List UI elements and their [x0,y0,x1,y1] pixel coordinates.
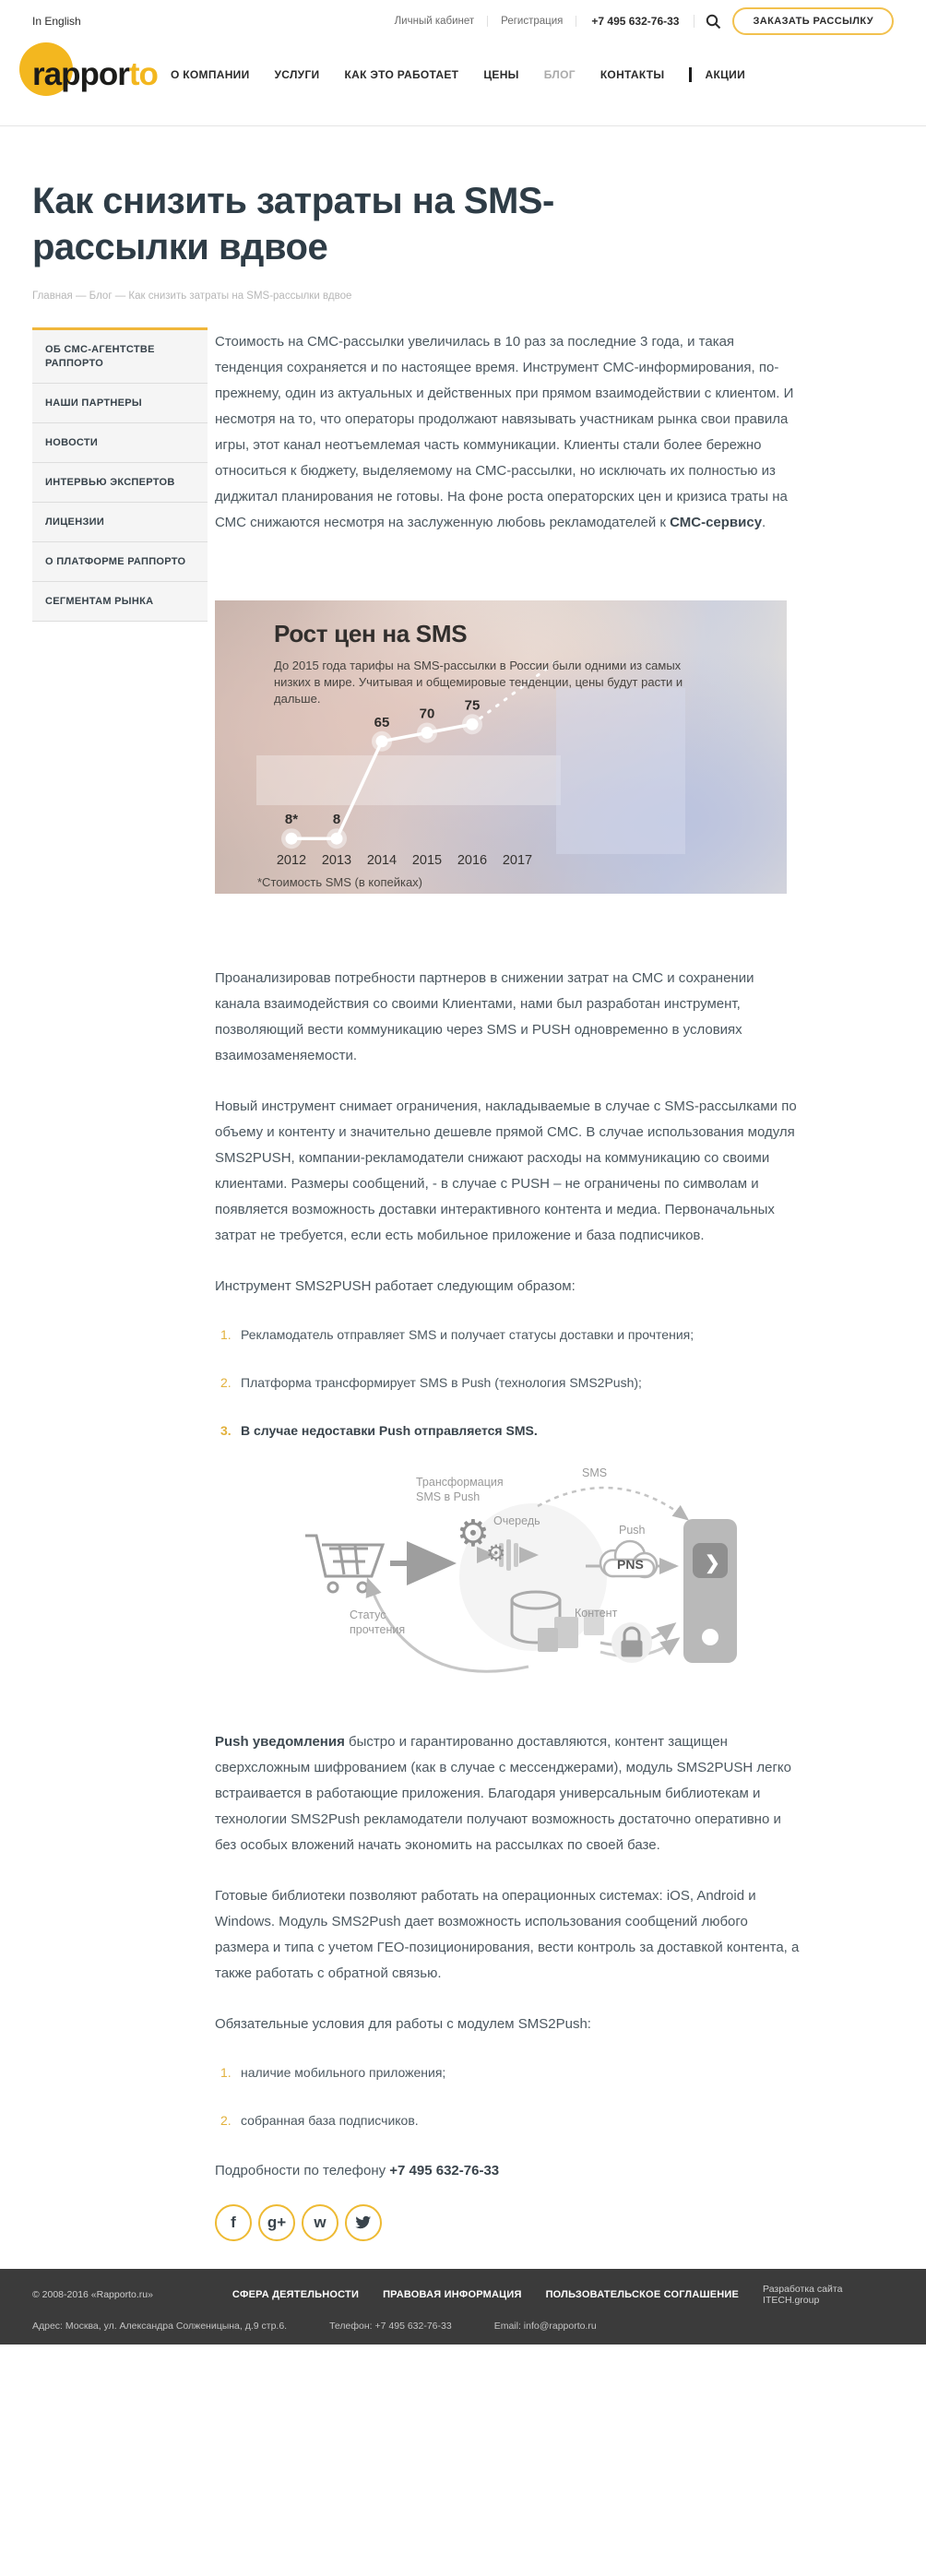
register-link[interactable]: Регистрация [488,16,576,27]
sms-price-chart-image [215,600,787,894]
bold-push-notifications: Push уведомления [215,1734,345,1750]
logo-text-black: rappor [32,56,129,92]
nav-prices[interactable]: ЦЕНЫ [483,68,519,81]
steps-intro: Инструмент SMS2PUSH работает следующим образом: [215,1278,576,1294]
svg-text:75: 75 [464,697,481,714]
bold-sms-service: СМС-сервису [670,515,763,530]
nav-blog-active[interactable]: БЛОГ [543,68,576,81]
condition-item-2: 2. собранная база подписчиков. [220,2113,419,2128]
nav-contacts[interactable]: КОНТАКТЫ [600,68,665,81]
topbar [0,0,926,37]
breadcrumb[interactable]: Главная — Блог — Как снизить затраты на SMS-рассылки вдвое [32,291,352,302]
sidebar-item-platform[interactable]: О ПЛАТФОРМЕ РАППОРТО [32,542,208,582]
vk-icon[interactable]: w [302,2204,338,2241]
svg-text:8: 8 [332,812,341,828]
page-title: Как снизить затраты на SMS-рассылки вдвое [32,181,554,267]
label-transformation: Трансформация SMS в Push [416,1476,504,1503]
footer-phone: Телефон: +7 495 632-76-33 [329,2321,452,2332]
article [215,327,802,2241]
nav-separator [689,67,692,82]
footer-link-legal[interactable]: ПРАВОВАЯ ИНФОРМАЦИЯ [383,2289,522,2300]
svg-text:2013: 2013 [321,853,352,868]
language-switch[interactable]: In English [32,15,81,28]
blog-sidebar [32,327,208,622]
label-queue: Очередь [493,1514,540,1527]
paragraph-intro: Стоимость на СМС-рассылки увеличилась в 10 раз за последние 3 года, и такая тенденция сохраняется и по настоящее время. Инструмент СМС-информирования, по-прежнему, один из актуальных и действенных при прямом взаимодействии с клиентом. И несмотря на то, что операторы продолжают навязывать участникам рынка свои правила игры, этот канал неотъемлемая часть коммуникации. Клиенты стали более бережно относиться к бюджету, выделяемому на СМС-рассылки, но исключать их полностью из диджитал планирования не готовы. На фоне роста операторских цен и кризиса траты на СМС снижаются несмотря на заслуженную любовь рекламодателей к СМС-сервису. [215,334,794,530]
svg-text:65: 65 [374,714,390,730]
rapporto-logo[interactable] [32,46,158,103]
phone-chevron-icon: ❯ [705,1553,720,1573]
sidebar-item-interviews[interactable]: ИНТЕРВЬЮ ЭКСПЕРТОВ [32,463,208,503]
chart-footnote: *Стоимость SMS (в копейках) [257,875,423,889]
footer-copyright: © 2008-2016 «Rapporto.ru» [32,2289,153,2300]
footer-email[interactable]: Email: info@rapporto.ru [493,2321,597,2332]
svg-text:70: 70 [419,706,435,722]
sidebar-item-market-segments[interactable]: СЕГМЕНТАМ РЫНКА [32,582,208,622]
gear-small-icon: ⚙ [486,1541,506,1566]
paragraph-libraries: Готовые библиотеки позволяют работать на операционных системах: iOS, Android и Windows. Модуль SMS2Push дает возможность использования сообщений любого размера и типа с учетом ГЕО-позиционирования, вести контроль за доставкой контента, а также работать с обратной связью. [215,1888,800,1981]
scheme-graphic [261,1471,741,1702]
steps-list [215,1322,802,1443]
chart-subtitle: До 2015 года тарифы на SMS-рассылки в России были одними из самых низких в мире. Учитывая и общемировые тенденции, цены будут расти и дальше. [274,659,683,706]
header-phone: +7 495 632-76-33 [576,15,694,28]
svg-text:2015: 2015 [411,853,443,868]
footer-address: Адрес: Москва, ул. Александра Солженицына, д.9 стр.6. [32,2321,288,2332]
sms2push-scheme-image [261,1466,741,1702]
footer-link-agreement[interactable]: ПОЛЬЗОВАТЕЛЬСКОЕ СОГЛАШЕНИЕ [545,2289,740,2300]
conditions-list [215,2060,802,2133]
label-content: Контент [575,1607,618,1620]
googleplus-icon[interactable]: g+ [258,2204,295,2241]
sidebar-item-about-agency[interactable]: ОБ СМС-АГЕНТСТВЕ РАППОРТО [32,330,208,384]
chart-title: Рост цен на SMS [274,620,468,647]
sidebar-item-licenses[interactable]: ЛИЦЕНЗИИ [32,503,208,542]
label-sms: SMS [582,1466,608,1479]
logo-text-yellow: to [128,56,158,92]
footer-developer[interactable]: Разработка сайта ITECH.group [763,2284,843,2306]
nav-how-it-works[interactable]: КАК ЭТО РАБОТАЕТ [344,68,459,81]
sidebar-item-partners[interactable]: НАШИ ПАРТНЕРЫ [32,384,208,423]
order-mailing-button[interactable]: ЗАКАЗАТЬ РАССЫЛКУ [732,7,894,35]
svg-text:8*: 8* [284,812,299,828]
phone-details-line: Подробности по телефону +7 495 632-76-33 [215,2163,500,2178]
contact-phone: +7 495 632-76-33 [389,2163,500,2178]
svg-text:2017: 2017 [502,853,533,868]
paragraph-new-tool: Новый инструмент снимает ограничения, накладываемые в случае с SMS-рассылками по объему и контенту и значительно дешевле прямой СМС. В случае использования модуля SMS2PUSH, компании-рекламодатели снижают расходы на коммуникацию со своими клиентами. Размеры сообщений, - в случае с PUSH – не ограничены по символам и появляется возможность доставки интерактивного контента и медиа. Первоначальных затрат не требуется, если есть мобильное приложение и база подписчиков. [215,1098,797,1243]
step-item-1: 1. Рекламодатель отправляет SMS и получает статусы доставки и прочтения; [220,1327,694,1342]
label-pns: PNS [617,1557,644,1572]
footer-link-activity[interactable]: СФЕРА ДЕЯТЕЛЬНОСТИ [232,2289,360,2300]
paragraph-analysis: Проанализировав потребности партнеров в снижении затрат на СМС и сохранении канала взаимодействия со своими Клиентами, нами был разработан инструмент, позволяющий вести коммуникацию через SMS и PUSH одновременно в условиях взаимозаменяемости. [215,970,754,1063]
condition-item-1: 1. наличие мобильного приложения; [220,2065,446,2080]
nav-promo[interactable]: АКЦИИ [705,68,745,81]
facebook-icon[interactable]: f [215,2204,252,2241]
gear-icon: ⚙ [457,1514,490,1554]
paragraph-push: Push уведомления быстро и гарантированно доставляются, контент защищен сверхсложным шифрованием (как в случае с мессенджерами), модуль SMS2PUSH легко встраивается в работающие приложения. Благодаря универсальным библиотекам и технологии SMS2Push рекламодатели получают возможность достаточно оперативно и без особых вложений начать экономить на рассылках по своей базе. [215,1734,791,1853]
account-link[interactable]: Личный кабинет [382,16,489,27]
search-icon[interactable] [694,14,732,30]
sidebar-item-news[interactable]: НОВОСТИ [32,423,208,463]
nav-about[interactable]: О КОМПАНИИ [171,68,250,81]
label-push: Push [619,1524,646,1537]
svg-text:2012: 2012 [276,853,307,868]
site-header [0,37,926,126]
label-read-status: Статус прочтения [350,1609,406,1636]
site-footer [0,2269,926,2345]
nav-services[interactable]: УСЛУГИ [274,68,320,81]
step-item-3: 3. В случае недоставки Push отправляется SMS. [220,1423,538,1438]
social-share [215,2204,802,2241]
main-nav [171,67,770,82]
twitter-icon[interactable] [345,2204,382,2241]
svg-text:2014: 2014 [366,853,398,868]
step-item-2: 2. Платформа трансформирует SMS в Push (технология SMS2Push); [220,1375,642,1390]
svg-text:2016: 2016 [457,853,488,868]
conditions-intro: Обязательные условия для работы с модулем SMS2Push: [215,2016,591,2032]
